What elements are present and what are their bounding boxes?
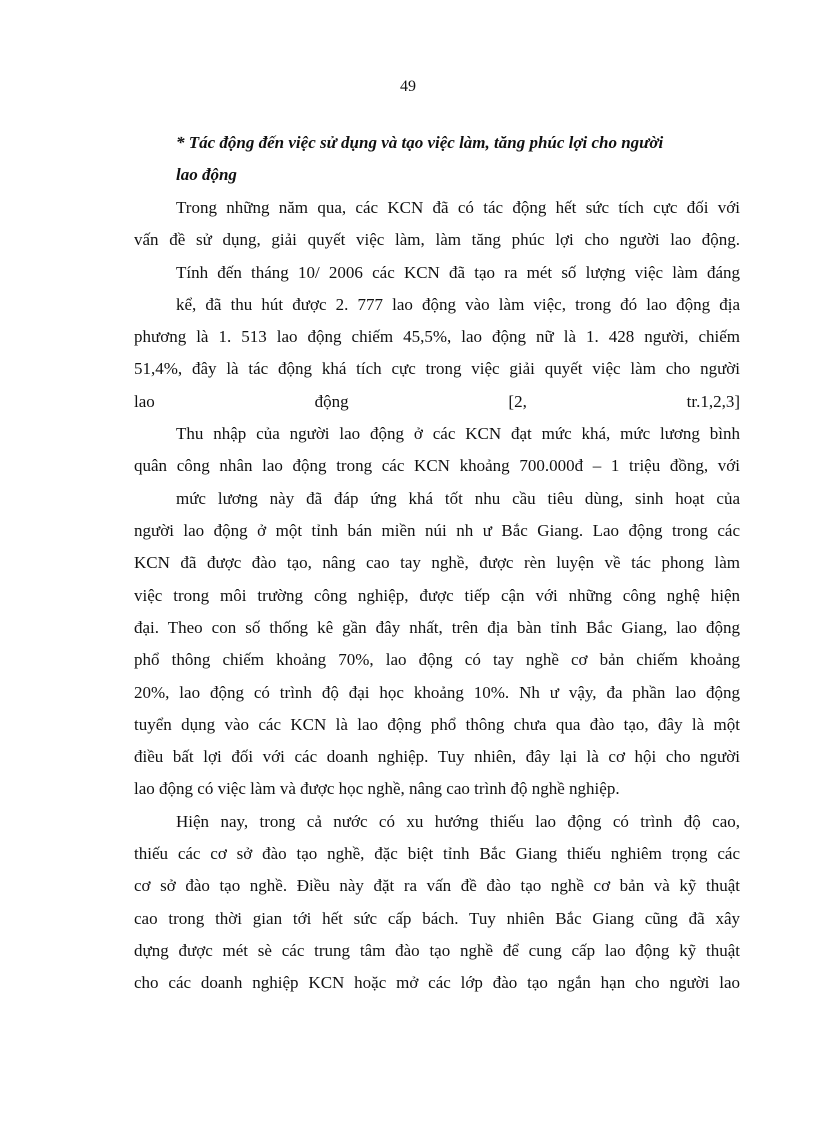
paragraph-line: cho các doanh nghiệp KCN hoặc mở các lớp đào tạo ngắn hạn cho người lao (134, 973, 740, 992)
paragraph-line: 20%, lao động có trình độ đại học khoảng 10%. Nh ư vậy, đa phần lao động (134, 683, 740, 702)
paragraph-line: lao động [2, tr.1,2,3] (134, 392, 740, 411)
paragraph-line: cơ sở đào tạo nghề. Điều này đặt ra vấn đề đào tạo nghề cơ bản và kỹ thuật (134, 876, 740, 895)
paragraph-line: lao động có việc làm và được học nghề, nâng cao trình độ nghề nghiệp. (134, 779, 620, 798)
paragraph-line: 51,4%, đây là tác động khá tích cực trong việc giải quyết việc làm cho người (134, 359, 740, 378)
paragraph-line: thiếu các cơ sở đào tạo nghề, đặc biệt tỉnh Bắc Giang thiếu nghiêm trọng các (134, 844, 740, 863)
paragraph-line: cao trong thời gian tới hết sức cấp bách. Tuy nhiên Bắc Giang cũng đã xây (134, 909, 740, 928)
paragraph-line: Hiện nay, trong cả nước có xu hướng thiếu lao động có trình độ cao, (176, 812, 740, 831)
page-number: 49 (400, 78, 416, 95)
section-heading-line-1: * Tác động đến việc sử dụng và tạo việc làm, tăng phúc lợi cho người (176, 133, 664, 152)
paragraph-line: KCN đã được đào tạo, nâng cao tay nghề, được rèn luyện về tác phong làm (134, 553, 740, 572)
paragraph-line: Tính đến tháng 10/ 2006 các KCN đã tạo ra mét số lượng việc làm đáng (176, 263, 740, 282)
paragraph-line: việc trong môi trường công nghiệp, được tiếp cận với những công nghệ hiện (134, 586, 740, 605)
paragraph-line: quân công nhân lao động trong các KCN khoảng 700.000đ – 1 triệu đồng, với (134, 456, 740, 475)
paragraph-line: phổ thông chiếm khoảng 70%, lao động có tay nghề cơ bản chiếm khoảng (134, 650, 740, 669)
paragraph-line: vấn đề sử dụng, giải quyết việc làm, làm tăng phúc lợi cho người lao động. (134, 230, 740, 249)
paragraph-line: điều bất lợi đối với các doanh nghiệp. Tuy nhiên, đây lại là cơ hội cho người (134, 747, 740, 766)
paragraph-line: phương là 1. 513 lao động chiếm 45,5%, lao động nữ là 1. 428 người, chiếm (134, 327, 740, 346)
paragraph-line: Thu nhập của người lao động ở các KCN đạt mức khá, mức lương bình (176, 424, 740, 443)
section-heading-line-2: lao động (176, 165, 237, 184)
paragraph-line: mức lương này đã đáp ứng khá tốt nhu cầu tiêu dùng, sinh hoạt của (176, 489, 740, 508)
paragraph-line: đại. Theo con số thống kê gần đây nhất, trên địa bàn tỉnh Bắc Giang, lao động (134, 618, 740, 637)
paragraph-line: dựng được mét sè các trung tâm đào tạo nghề để cung cấp lao động kỹ thuật (134, 941, 740, 960)
paragraph-line: tuyển dụng vào các KCN là lao động phổ thông chưa qua đào tạo, đây là một (134, 715, 740, 734)
paragraph-line: Trong những năm qua, các KCN đã có tác động hết sức tích cực đối với (176, 198, 740, 217)
paragraph-line: kể, đã thu hút được 2. 777 lao động vào làm việc, trong đó lao động địa (176, 295, 740, 314)
paragraph-line: người lao động ở một tỉnh bán miền núi nh ư Bắc Giang. Lao động trong các (134, 521, 740, 540)
